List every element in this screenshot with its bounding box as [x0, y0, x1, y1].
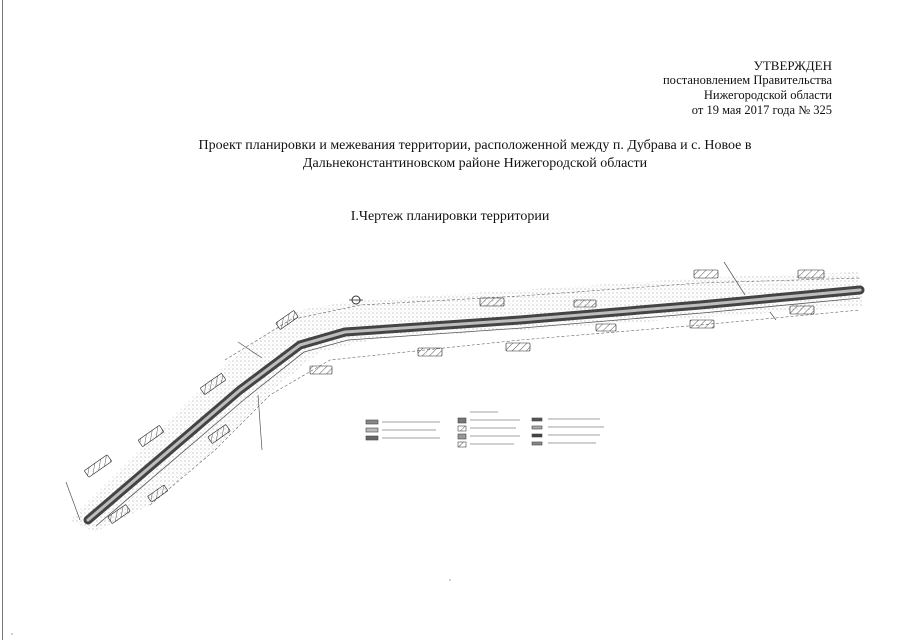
callout-label [506, 343, 530, 351]
callout-label [310, 366, 332, 374]
legend-swatch [532, 418, 542, 421]
document-title-line-1: Проект планировки и межевания территории, расположенной между п. Дубрава и с. Новое в [198, 138, 752, 153]
planning-zone-area [70, 272, 862, 532]
approval-region: Нижегородской области [703, 88, 832, 102]
legend-swatch [532, 442, 542, 445]
callout-label [790, 306, 814, 314]
document-title-line-2: Дальнеконстантиновском районе Нижегородской области [302, 156, 648, 171]
legend-swatch [458, 426, 466, 431]
callout-label [798, 270, 824, 278]
scan-speck [11, 633, 13, 635]
legend-swatch [458, 418, 466, 423]
legend-swatch [532, 434, 542, 437]
scan-speck [449, 579, 451, 581]
approval-decree: постановлением Правительства [662, 73, 832, 87]
callout-label [84, 455, 112, 478]
callout-label [574, 300, 596, 307]
leader-line [770, 312, 776, 320]
boundary-line-south [150, 310, 860, 505]
approval-date: от 19 мая 2017 года № 325 [691, 103, 832, 117]
drawing-legend [366, 412, 604, 447]
leader-line [66, 482, 80, 520]
callout-label [418, 348, 442, 356]
callout-label [596, 324, 616, 331]
legend-swatch [532, 426, 542, 429]
legend-swatch [458, 442, 466, 447]
section-title: I.Чертеж планировки территории [350, 209, 550, 224]
callout-label [694, 270, 718, 278]
legend-swatch [366, 428, 378, 432]
legend-swatch [366, 420, 378, 424]
callout-label [480, 298, 504, 306]
legend-swatch [458, 434, 466, 439]
callout-label [690, 320, 714, 328]
legend-swatch [366, 436, 378, 440]
approval-heading: УТВЕРЖДЕН [753, 58, 832, 73]
